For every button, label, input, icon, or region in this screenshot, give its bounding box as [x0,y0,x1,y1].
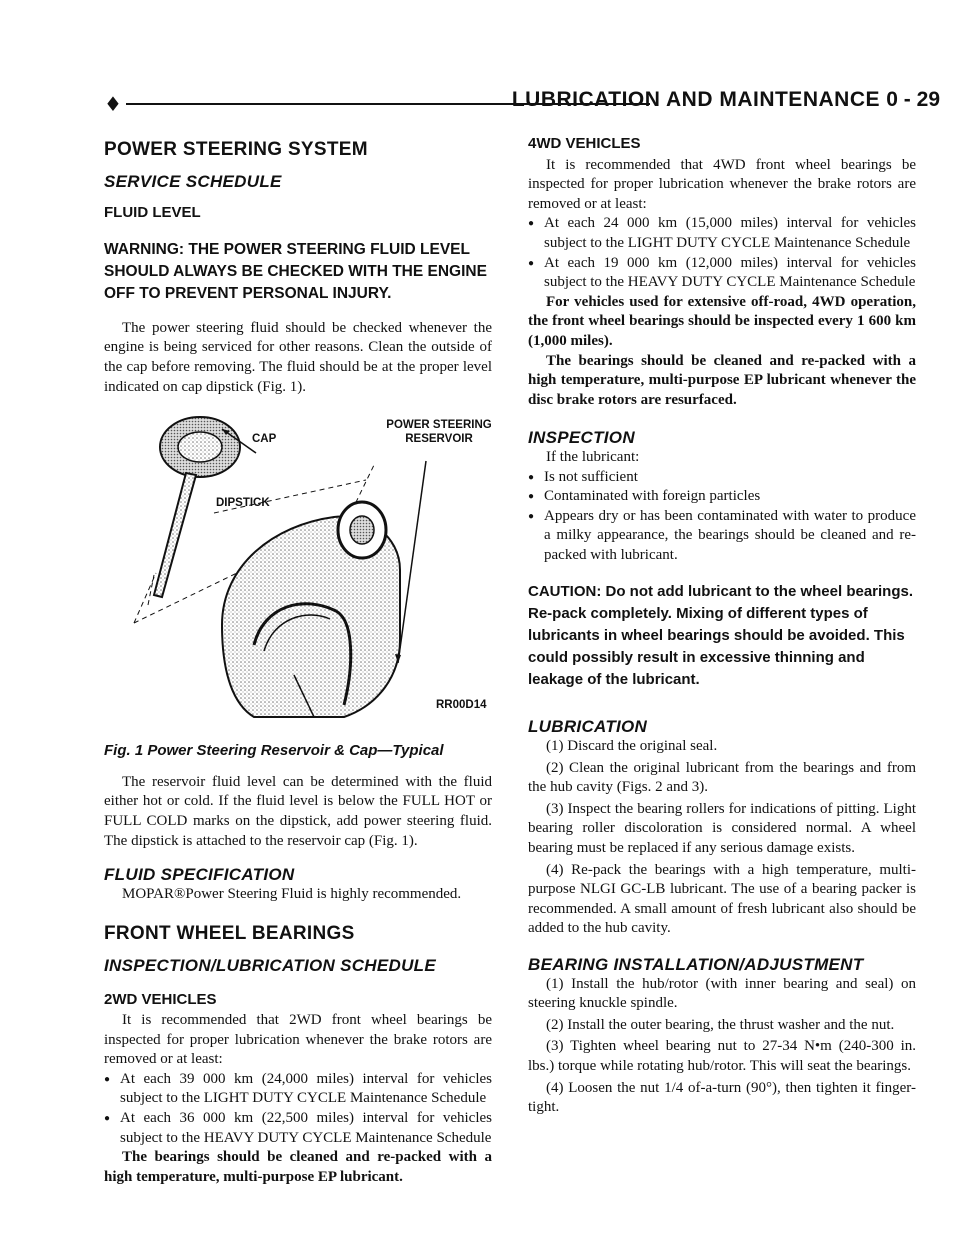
step: (3) Inspect the bearing rollers for indications of pitting. Light bearing roller discoloration is considered normal. A wheel bearing must be replaced if any serious damage exists. [528,800,916,857]
step: (4) Re-pack the bearings with a high temperature, multi-purpose NLGI GC-LB lubricant. The use of a bearing packer is recommended. A small amount of fresh lubricant also should be added to the hub cavity. [528,861,916,937]
paragraph: The power steering fluid should be checked whenever the engine is being serviced for other reasons. Clean the outside of the cap before removing. The fluid should be at the proper level indicated on cap dipstick (Fig. 1). [104,319,492,395]
bold-paragraph: For vehicles used for extensive off-road, 4WD operation, the front wheel bearings should be inspected every 1 600 km (1,000 miles). [528,293,916,349]
list-item: ● Is not sufficient [528,468,916,488]
step: (1) Discard the original seal. [546,738,718,755]
header-title: LUBRICATION AND MAINTENANCE [511,88,880,111]
inspection-bullet-list [528,468,916,566]
inspection-heading: INSPECTION [528,428,635,448]
figure-code: RR00D14 [436,699,487,712]
service-schedule-heading: SERVICE SCHEDULE [104,171,282,191]
front-wheel-heading: FRONT WHEEL BEARINGS [104,923,355,945]
list-item: ● At each 24 000 km (15,000 miles) interval for vehicles subject to the LIGHT DUTY CYCLE Maintenance Schedule [528,214,916,253]
fluid-spec-heading: FLUID SPECIFICATION [104,865,295,885]
label-dipstick: DIPSTICK [216,497,270,510]
figure-power-steering-reservoir [104,405,492,735]
page-number: 0 - 29 [886,88,940,111]
left-column [104,130,492,1195]
bold-paragraph: The bearings should be cleaned and re-packed with a high temperature, multi-purpose EP lubricant. [104,1149,492,1185]
diamond-icon: ♦ [104,92,122,116]
figure-caption: Fig. 1 Power Steering Reservoir & Cap—Typical [104,742,444,760]
label-cap: CAP [252,433,277,446]
paragraph: The reservoir fluid level can be determined with the fluid either hot or cold. If the fluid level is below the FULL HOT or FULL COLD marks on the dipstick, add power steering fluid. The dipstick is attached to the reservoir cap (Fig. 1). [104,773,492,849]
twowd-bullet-list [104,1070,492,1148]
inspection-lubrication-heading: INSPECTION/LUBRICATION SCHEDULE [104,955,436,975]
step: (2) Install the outer bearing, the thrust washer and the nut. [546,1016,895,1033]
caution-text: CAUTION: Do not add lubricant to the wheel bearings. Re-pack completely. Mixing of different types of lubricants in wheel bearings should be avoided. This could possibly result in excessive thinning and leakage of the lubricant. [528,583,914,689]
fluid-level-heading: FLUID LEVEL [104,204,201,222]
fourwd-bullet-list [528,214,916,292]
bearing-heading: BEARING INSTALLATION/ADJUSTMENT [528,955,864,974]
twowd-heading: 2WD VEHICLES [104,990,217,1008]
right-column [528,130,916,1120]
bold-paragraph: The bearings should be cleaned and re-packed with a high temperature, multi-purpose EP lubricant whenever the disc brake rotors are resurfaced. [528,352,916,408]
step: (4) Loosen the nut 1/4 of-a-turn (90°), then tighten it finger-tight. [528,1079,916,1116]
section-title: POWER STEERING SYSTEM [104,139,368,160]
step: (1) Install the hub/rotor (with inner bearing and seal) on steering knuckle spindle. [528,975,916,1012]
step: (2) Clean the original lubricant from the bearings and from the hub cavity (Figs. 2 and 3). [528,759,916,796]
paragraph: It is recommended that 4WD front wheel bearings be inspected for proper lubrication whenever the brake rotors are removed or at least: [528,156,916,212]
lubrication-heading: LUBRICATION [528,717,648,737]
list-item: ● At each 39 000 km (24,000 miles) interval for vehicles subject to the LIGHT DUTY CYCLE Maintenance Schedule [104,1070,492,1109]
running-header [104,84,940,120]
label-reservoir-1: POWER STEERING [386,419,492,432]
list-item: ● At each 36 000 km (22,500 miles) interval for vehicles subject to the HEAVY DUTY CYCLE Maintenance Schedule [104,1109,492,1148]
fourwd-heading: 4WD VEHICLES [528,135,641,152]
reservoir-illustration [104,405,492,735]
paragraph: It is recommended that 2WD front wheel bearings be inspected for proper lubrication whenever the brake rotors are removed or at least: [104,1012,492,1068]
step: (3) Tighten wheel bearing nut to 27-34 N•m (240-300 in. lbs.) torque while rotating hub/rotor. This will seat the bearings. [528,1038,916,1074]
list-item: ● Contaminated with foreign particles [528,487,916,507]
paragraph: If the lubricant: [546,448,640,465]
warning-text: WARNING: THE POWER STEERING FLUID LEVEL SHOULD ALWAYS BE CHECKED WITH THE ENGINE OFF TO PREVENT PERSONAL INJURY. [104,240,487,302]
list-item: ● At each 19 000 km (12,000 miles) interval for vehicles subject to the HEAVY DUTY CYCLE Maintenance Schedule [528,254,916,293]
paragraph: MOPAR®Power Steering Fluid is highly recommended. [122,885,462,902]
label-reservoir-2: RESERVOIR [405,433,473,446]
list-item: ● Appears dry or has been contaminated with water to produce a milky appearance, the bearings should be cleaned and re-packed with lubricant. [528,507,916,566]
